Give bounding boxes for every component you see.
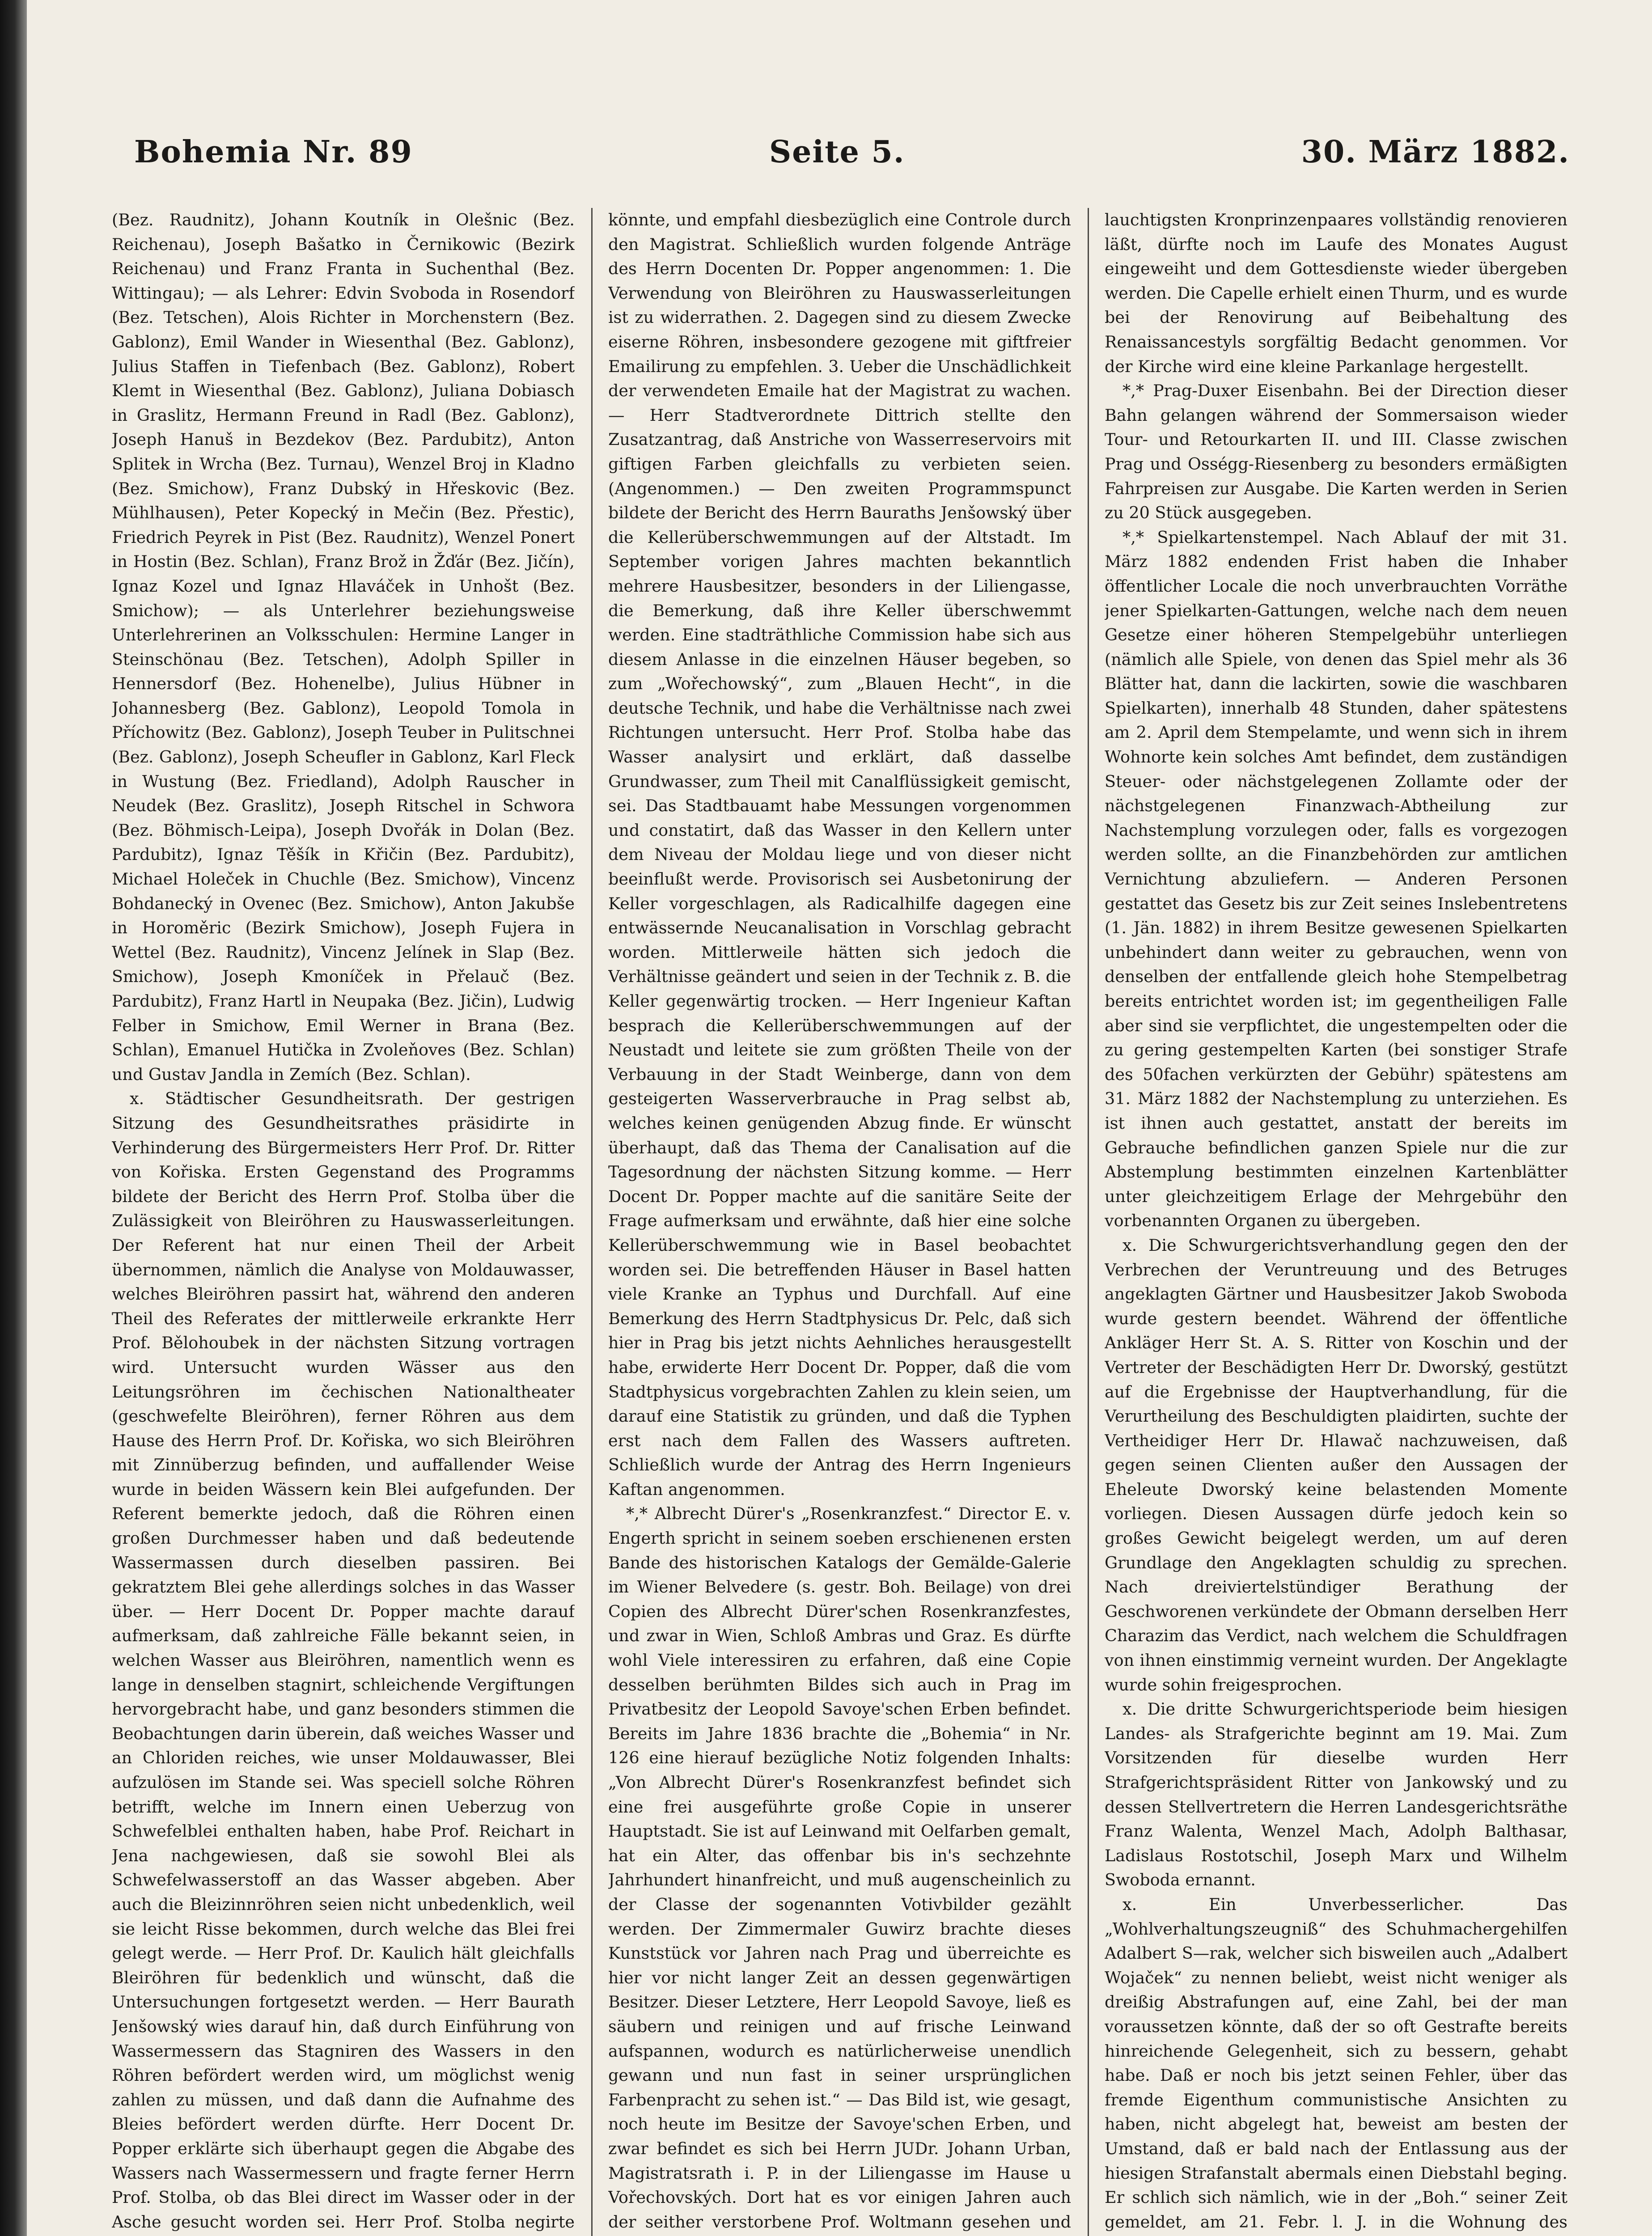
article-gesundheitsrath-cont: könnte, und empfahl diesbezüglich eine Controle durch den Magistrat. Schließlich wurden folgende Anträge des Herrn Docenten Dr. Popper angenommen: 1. Die Verwendung von Bleiröhren zu Hauswasserleitungen ist zu widerrathen. 2. Dagegen sind zu diesem Zwecke eiserne Röhren, insbesondere gezogene mit giftfreier Emailirung zu empfehlen. 3. Ueber die Unschädlichkeit der verwendeten Emaile hat der Magistrat zu wachen. — Herr Stadtverordnete Dittrich stellte den Zusatzantrag, daß Anstriche von Wasserreservoirs mit giftigen Farben gleichfalls zu verbieten seien. (Angenommen.) — Den zweiten Programmspunct bildete der Bericht des Herrn Bauraths Jenšowský über die Kellerüberschwemmungen auf der Altstadt. Im September vorigen Jahres machten bekanntlich mehrere Hausbesitzer, besonders in der Liliengasse, die Bemerkung, daß ihre Keller überschwemmt werden. Eine stadträthliche Commission habe sich aus diesem Anlasse in die einzelnen Häuser begeben, so zum „Wořechowský“, zum „Blauen Hecht“, in die deutsche Technik, und habe die Verhältnisse nach zwei Richtungen untersucht. Herr Prof. Stolba habe das Wasser analysirt und erklärt, daß dasselbe Grundwasser, zum Theil mit Canalflüssigkeit gemischt, sei. Das Stadtbauamt habe Messungen vorgenommen und constatirt, daß das Wasser in den Kellern unter dem Niveau der Moldau liege und von dieser nicht beeinflußt werde. Provisorisch sei Ausbetonirung der Keller vorgeschlagen, als Radicalhilfe dagegen eine entwässernde Neucanalisation in Vorschlag gebracht worden. Mittlerweile hätten sich jedoch die Verhältnisse geändert und seien in der Technik z. B. die Keller gegenwärtig trocken. — Herr Ingenieur Kaftan besprach die Kellerüberschwemmungen auf der Neustadt und leitete sie zum größten Theile von der Verbauung in der Stadt Weinberge, dann von dem gesteigerten Wasserverbrauche in Prag selbst ab, welches keinen genügenden Abzug finde. Er wünscht überhaupt, daß das Thema der Canalisation auf die Tagesordnung der nächsten Sitzung komme. — Herr Docent Dr. Popper machte auf die sanitäre Seite der Frage aufmerksam und erwähnte, daß hier eine solche Kellerüberschwemmung wie in Basel beobachtet worden sei. Die betreffenden Häuser in Basel hatten viele Kranke an Typhus und Durchfall. Auf eine Bemerkung des Herrn Stadtphysicus Dr. Pelc, daß sich hier in Prag bis jetzt nichts Aehnliches herausgestellt habe, erwiderte Herr Docent Dr. Popper, daß die vom Stadtphysicus vorgebrachten Zahlen zu klein seien, um darauf eine Statistik zu gründen, und daß die Typhen erst nach dem Fallen des Wassers auftreten. Schließlich wurde der Antrag des Herrn Ingenieurs Kaftan angenommen. xyxy=(608,210,1071,1499)
column-1 xyxy=(112,208,575,2236)
article-rosenkranzfest: *,* Albrecht Dürer's „Rosenkranzfest.“ Director E. v. Engerth spricht in seinem soeben erschienenen ersten Bande des historischen Katalogs der Gemälde-Galerie im Wiener Belvedere (s. gestr. Boh. Beilage) von drei Copien des Albrecht Dürer'schen Rosenkranzfestes, und zwar in Wien, Schloß Ambras und Graz. Es dürfte wohl Viele interessiren zu erfahren, daß eine Copie desselben berühmten Bildes sich auch in Prag im Privatbesitz der Leopold Savoye'schen Erben befindet. Bereits im Jahre 1836 brachte die „Bohemia“ in Nr. 126 eine hierauf bezügliche Notiz folgenden Inhalts: „Von Albrecht Dürer's Rosenkranzfest befindet sich eine frei ausgeführte große Copie in unserer Hauptstadt. Sie ist auf Leinwand mit Oelfarben gemalt, hat ein Alter, das offenbar bis in's sechzehnte Jahrhundert hinanfreicht, und muß augenscheinlich zu der Classe der sogenannten Votivbilder gezählt werden. Der Zimmermaler Guwirz brachte dieses Kunststück vor Jahren nach Prag und überreichte es hier vor nicht langer Zeit an dessen gegenwärtigen Besitzer. Dieser Letztere, Herr Leopold Savoye, ließ es säubern und reinigen und auf frische Leinwand aufspannen, wodurch es natürlicherweise unendlich gewann und nun fast in seiner ursprünglichen Farbenpracht zu sehen ist.“ — Das Bild ist, wie gesagt, noch heute im Besitze der Savoye'schen Erben, und zwar befindet es sich bei Herrn JUDr. Johann Urban, Magistratsrath i. P. in der Liliengasse im Hause u Vořechovských. Dort hat es vor einigen Jahren auch der seither verstorbene Prof. Woltmann gesehen und xyxy=(608,1504,1071,2232)
appointments-list: (Bez. Raudnitz), Johann Koutník in Olešnic (Bez. Reichenau), Joseph Bašatko in Černikowic (Bezirk Reichenau) und Franz Franta in Suchenthal (Bez. Wittingau); — als Lehrer: Edvin Svoboda in Rosendorf (Bez. Tetschen), Alois Richter in Morchenstern (Bez. Gablonz), Emil Wander in Wiesenthal (Bez. Gablonz), Julius Staffen in Tiefenbach (Bez. Gablonz), Robert Klemt in Wiesenthal (Bez. Gablonz), Juliana Dobiasch in Graslitz, Hermann Freund in Radl (Bez. Gablonz), Joseph Hanuš in Bezdekov (Bez. Pardubitz), Anton Splitek in Wrcha (Bez. Turnau), Wenzel Broj in Kladno (Bez. Smichow), Franz Dubský in Hřeskovic (Bez. Mühlhausen), Peter Kopecký in Mečin (Bez. Přestic), Friedrich Peyrek in Pist (Bez. Raudnitz), Wenzel Ponert in Hostin (Bez. Schlan), Franz Brož in Žďár (Bez. Jičín), Ignaz Kozel und Ignaz Hlaváček in Unhošt (Bez. Smichow); — als Unterlehrer beziehungsweise Unterlehrerinen an Volksschulen: Hermine Langer in Steinschönau (Bez. Tetschen), Adolph Spiller in Hennersdorf (Bez. Hohenelbe), Julius Hübner in Johannesberg (Bez. Gablonz), Leopold Tomola in Příchowitz (Bez. Gablonz), Joseph Teuber in Pulitschnei (Bez. Gablonz), Joseph Scheufler in Gablonz, Karl Fleck in Wustung (Bez. Friedland), Adolph Rauscher in Neudek (Bez. Graslitz), Joseph Ritschel in Schwora (Bez. Böhmisch-Leipa), Joseph Dvořák in Dolan (Bez. Pardubitz), Ignaz Těšík in Křičin (Bez. Pardubitz), Michael Holeček in Chuchle (Bez. Smichow), Vincenz Bohdanecký in Ovenec (Bez. Smichow), Anton Jakubše in Horoměric (Bezirk Smichow), Joseph Fujera in Wettel (Bez. Raudnitz), Vincenz Jelínek in Slap (Bez. Smichow), Joseph Kmoníček in Přelauč (Bez. Pardubitz), Franz Hartl in Neupaka (Bez. Jičin), Ludwig Felber in Smichow, Emil Werner in Brana (Bez. Schlan), Emanuel Hutička in Zvoleňoves (Bez. Schlan) und Gustav Jandla in Zemích (Bez. Schlan). xyxy=(112,210,575,1084)
article-rochuscapelle-cont: lauchtigsten Kronprinzenpaares vollständig renovieren läßt, dürfte noch im Laufe des Monates August eingeweiht und dem Gottesdienste wieder übergeben werden. Die Capelle erhielt einen Thurm, und es wurde bei der Renovirung auf Beibehaltung des Renaissancestyls sorgfältig Bedacht genommen. Vor der Kirche wird eine kleine Parkanlage hergestellt. xyxy=(1105,210,1567,376)
scan-binding-edge xyxy=(0,0,27,2236)
column-rule xyxy=(591,208,593,2236)
column-3 xyxy=(1105,208,1567,2236)
article-schwurgerichtsperiode: x. Die dritte Schwurgerichtsperiode beim hiesigen Landes- als Strafgerichte beginnt am 19. Mai. Zum Vorsitzenden für dieselbe wurden Herr Strafgerichtspräsident Ritter von Jankowský und zu dessen Stellvertretern die Herren Landesgerichtsräthe Franz Walenta, Wenzel Mach, Adolph Balthasar, Ladislaus Rostotschil, Joseph Marx und Wilhelm Swoboda ernannt. xyxy=(1105,1699,1567,1890)
page-number: Seite 5. xyxy=(769,134,905,170)
page-header xyxy=(98,125,1574,179)
article-spielkartenstempel: *,* Spielkartenstempel. Nach Ablauf der mit 31. März 1882 endenden Frist haben die Inhaber öffentlicher Locale die noch unverbrauchten Vorräthe jener Spielkarten-Gattungen, welche nach dem neuen Gesetze einer höheren Stempelgebühr unterliegen (nämlich alle Spiele, von denen das Spiel mehr als 36 Blätter hat, dann die lackirten, sowie die waschbaren Spielkarten), innerhalb 48 Stunden, daher spätestens am 2. April dem Stempelamte, und wenn sich in ihrem Wohnorte kein solches Amt befindet, dem zuständigen Steuer- oder nächstgelegenen Zollamte oder der nächstgelegenen Finanzwach-Abtheilung zur Nachstemplung vorzulegen oder, falls es vorgezogen werden sollte, an die Finanzbehörden zur amtlichen Vernichtung abzuliefern. — Anderen Personen gestattet das Gesetz bis zur Zeit seines Inslebentretens (1. Jän. 1882) in ihrem Besitze gewesenen Spielkarten unbehindert dann weiter zu gebrauchen, wenn von denselben der entfallende gleich hohe Stempelbetrag bereits entrichtet worden ist; im gegentheiligen Falle aber sind sie verpflichtet, die ungestempelten oder die zu gering gestempelten Karten (bei sonstiger Strafe des 50fachen verkürzten der Gebühr) spätestens am 31. März 1882 der Nachstemplung zu unterziehen. Es ist ihnen auch gestattet, anstatt der bereits im Gebrauche befindlichen ganzen Spiele nur die zur Abstemplung bestimmten einzelnen Kartenblätter unter gleichzeitigem Erlage der Mehrgebühr den vorbenannten Organen zu übergeben. xyxy=(1105,527,1567,1231)
column-rule xyxy=(1088,208,1089,2236)
column-2 xyxy=(608,208,1071,2236)
article-schwurgerichtsverhandlung: x. Die Schwurgerichtsverhandlung gegen den der Verbrechen der Veruntreuung und des Betruges angeklagten Gärtner und Hausbesitzer Jakob Swoboda wurde gestern beendet. Während der öffentliche Ankläger Herr St. A. S. Ritter von Koschin und der Vertreter der Beschädigten Herr Dr. Dworský, gestützt auf die Ergebnisse der Hauptverhandlung, für die Verurtheilung des Beschuldigten plaidirten, suchte der Vertheidiger Herr Dr. Hlawač nachzuweisen, daß gegen seinen Clienten außer den Aussagen der Eheleute Dworský keine belastenden Momente vorliegen. Diesen Aussagen dürfe jedoch kein so großes Gewicht beigelegt werden, um auf deren Grundlage den Angeklagten schuldig zu sprechen. Nach dreiviertelstündiger Berathung der Geschworenen verkündete der Obmann derselben Herr Charazim das Verdict, nach welchem die Schuldfragen von ihnen einstimmig verneint wurden. Der Angeklagte wurde sohin freigesprochen. xyxy=(1105,1235,1567,1694)
masthead-issue: Bohemia Nr. 89 xyxy=(134,134,413,170)
issue-date: 30. März 1882. xyxy=(1301,134,1570,170)
article-gesundheitsrath: x. Städtischer Gesundheitsrath. Der gestrigen Sitzung des Gesundheitsrathes präsidirte in Verhinderung des Bürgermeisters Herr Prof. Dr. Ritter von Kořiska. Ersten Gegenstand des Programms bildete der Bericht des Herrn Prof. Stolba über die Zulässigkeit von Bleiröhren zu Hauswasserleitungen. Der Referent hat nur einen Theil der Arbeit übernommen, nämlich die Analyse von Moldauwasser, welches Bleiröhren passirt hat, während den anderen Theil des Referates der mittlerweile erkrankte Herr Prof. Bělohoubek in der nächsten Sitzung vortragen wird. Untersucht wurden Wässer aus den Leitungsröhren im čechischen Nationaltheater (geschwefelte Bleiröhren), ferner Röhren aus dem Hause des Herrn Prof. Dr. Kořiska, wo sich Bleiröhren mit Zinnüberzug befinden, und auffallender Weise wurde in beiden Wässern kein Blei aufgefunden. Der Referent bemerkte jedoch, daß die Röhren einen großen Durchmesser haben und daß bedeutende Wassermassen durch dieselben passiren. Bei gekratztem Blei gehe allerdings solches in das Wasser über. — Herr Docent Dr. Popper machte darauf aufmerksam, daß zahlreiche Fälle bekannt seien, in welchen Wasser aus Bleiröhren, namentlich wenn es lange in denselben stagnirt, schleichende Vergiftungen hervorgebracht habe, und ganz besonders stimmen die Beobachtungen darin überein, daß weiches Wasser und an Chloriden reiches, wie unser Moldauwasser, Blei aufzulösen im Stande sei. Was speciell solche Röhren betrifft, welche im Innern einen Ueberzug von Schwefelblei enthalten haben, habe Prof. Reichart in Jena nachgewiesen, daß sie sowohl Blei als Schwefelwasserstoff an das Wasser abgeben. Aber auch die Bleizinnröhren seien nicht unbedenklich, weil sie leicht Risse bekommen, durch welche das Blei frei gelegt werde. — Herr Prof. Dr. Kaulich hält gleichfalls Bleiröhren für bedenklich und wünscht, daß die Untersuchungen fortgesetzt werden. — Herr Baurath Jenšowský wies darauf hin, daß durch Einführung von Wassermessern das Stagniren des Wassers in den Röhren befördert werden wird, um möglichst wenig zahlen zu müssen, und daß dann die Aufnahme des Bleies befördert werden dürfte. Herr Docent Dr. Popper erklärte sich überhaupt gegen die Abgabe des Wassers nach Wassermessern und fragte ferner Herrn Prof. Stolba, ob das Blei direct im Wasser oder in der Asche gesucht worden sei. Herr Prof. Stolba negirte xyxy=(112,1089,575,2232)
article-unverbesserlicher: x. Ein Unverbesserlicher. Das „Wohlverhaltungszeugniß“ des Schuhmachergehilfen Adalbert S—rak, welcher sich bisweilen auch „Adalbert Wojaček“ zu nennen beliebt, weist nicht weniger als dreißig Abstrafungen auf, eine Zahl, bei der man voraussetzen könnte, daß der so oft Gestrafte bereits hinreichende Gelegenheit, sich zu bessern, gehabt habe. Daß er noch bis jetzt seinen Fehler, über das fremde Eigenthum communistische Ansichten zu haben, nicht abgelegt hat, beweist am besten der Umstand, daß er bald nach der Entlassung aus der hiesigen Strafanstalt abermals einen Diebstahl beging. Er schlich sich nämlich, wie in der „Boh.“ seiner Zeit gemeldet, am 21. Febr. l. J. in die Wohnung des xyxy=(1105,1894,1567,2232)
newspaper-page xyxy=(98,125,1574,2236)
article-columns xyxy=(112,208,1570,2236)
article-prag-duxer-eisenbahn: *,* Prag-Duxer Eisenbahn. Bei der Direction dieser Bahn gelangen während der Sommersaison wieder Tour- und Retourkarten II. und III. Classe zwischen Prag und Osségg-Riesenberg zu besonders ermäßigten Fahrpreisen zur Ausgabe. Die Karten werden in Serien zu 20 Stück ausgegeben. xyxy=(1105,381,1567,523)
